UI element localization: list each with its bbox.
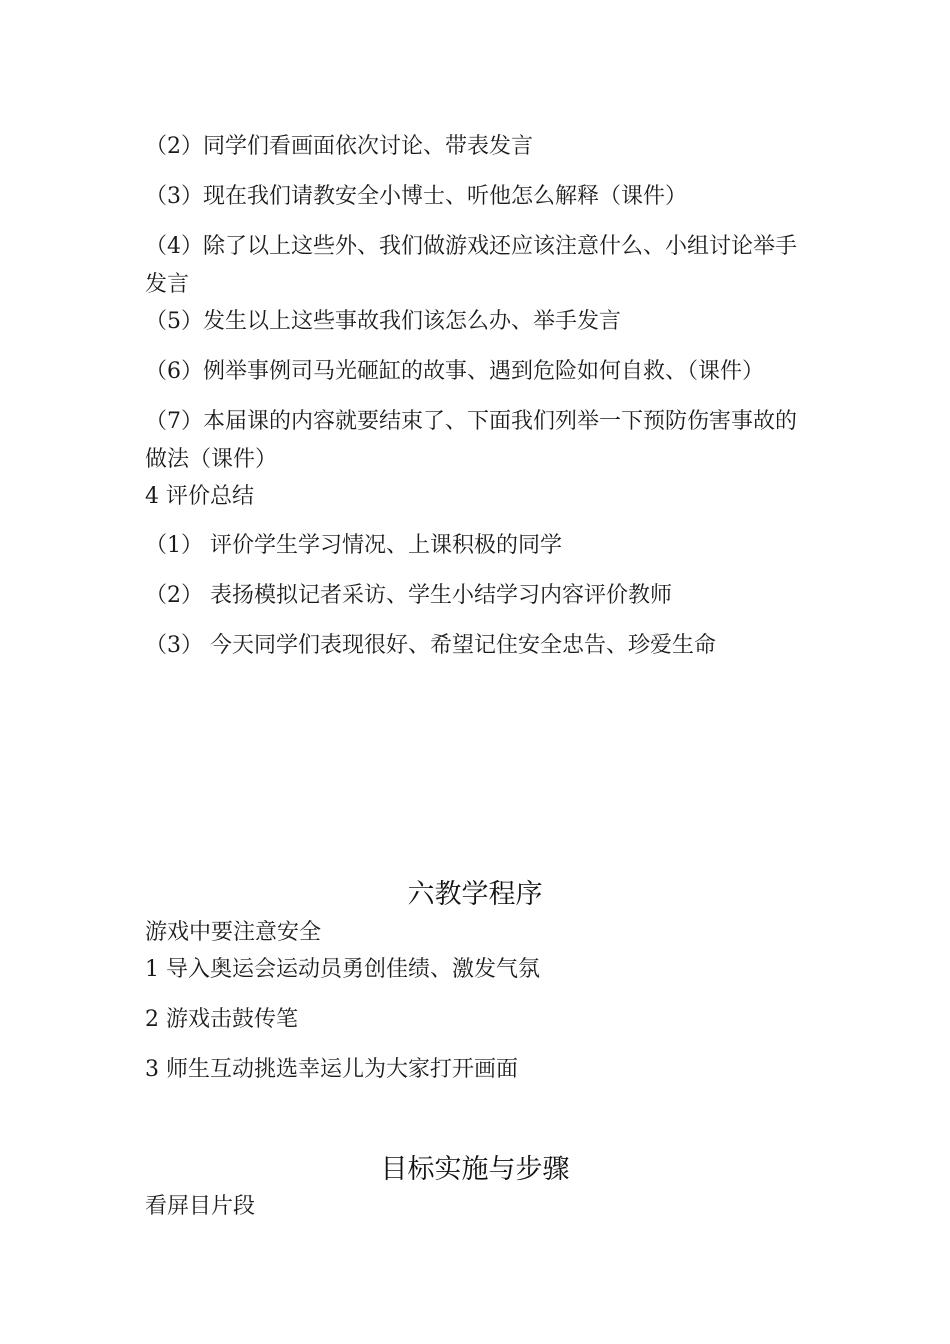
goals-item-1: 看屏目片段 [145, 1194, 256, 1219]
evaluation-item-1: （1） 评价学生学习情况、上课积极的同学 [145, 533, 562, 558]
evaluation-item-3: （3） 今天同学们表现很好、希望记住安全忠告、珍爱生命 [145, 633, 716, 658]
evaluation-title: 4 评价总结 [145, 484, 254, 509]
step-item-4: （4）除了以上这些外、我们做游戏还应该注意什么、小组讨论举手发言 [145, 234, 797, 297]
step-item-6: （6）例举事例司马光砸缸的故事、遇到危险如何自救、（课件） [145, 359, 764, 384]
procedure-item-3: 3 师生互动挑选幸运儿为大家打开画面 [145, 1057, 518, 1082]
step-item-2: （2）同学们看画面依次讨论、带表发言 [145, 134, 533, 159]
goals-heading: 目标实施与步骤 [380, 1154, 570, 1185]
step-item-5: （5）发生以上这些事故我们该怎么办、举手发言 [145, 309, 621, 334]
step-item-3: （3）现在我们请教安全小博士、听他怎么解释（课件） [145, 184, 687, 209]
procedure-intro: 游戏中要注意安全 [145, 920, 322, 945]
step-item-7: （7）本届课的内容就要结束了、下面我们列举一下预防伤害事故的做法（课件） [145, 409, 797, 472]
procedure-item-2: 2 游戏击鼓传笔 [145, 1007, 298, 1032]
procedure-heading: 六教学程序 [407, 879, 543, 910]
evaluation-item-2: （2） 表扬模拟记者采访、学生小结学习内容评价教师 [145, 583, 672, 608]
procedure-item-1: 1 导入奥运会运动员勇创佳绩、激发气氛 [145, 957, 540, 982]
